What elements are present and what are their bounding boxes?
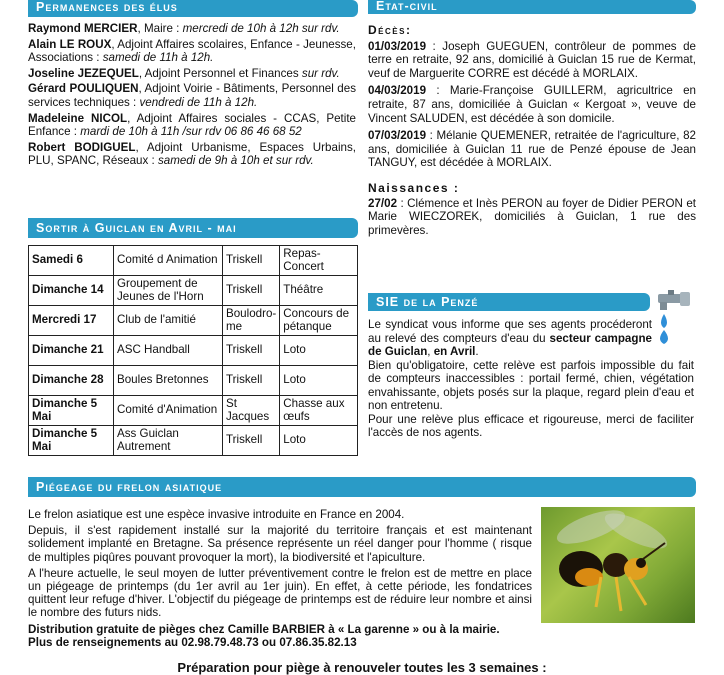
permanences-list — [28, 22, 356, 170]
frelon-preparation: Préparation pour piège à renouveler toutes les 3 semaines : — [177, 660, 547, 675]
naissances-heading: Naissances : — [368, 180, 460, 195]
deces-heading: Décès: — [368, 23, 412, 37]
deces-entry: 07/03/2019 : Mélanie QUEMENER, retraitée de l'agriculture, 82 ans, domiciliée à Guiclan 11 rue de Penzé épouse de Jean TANGUY, est décédée à MORLAIX. — [368, 129, 696, 170]
event-organizer: Comité d'Animation — [114, 396, 223, 426]
etat-civil-title: Etat-civil — [376, 0, 438, 13]
event-type: Loto — [280, 426, 358, 456]
event-place: Triskell — [223, 426, 280, 456]
table-row — [29, 426, 358, 456]
table-row — [29, 366, 358, 396]
event-date: Dimanche 14 — [29, 276, 114, 306]
frelon-title: Piégeage du frelon asiatique — [36, 480, 223, 494]
sie-paragraph: Bien qu'obligatoire, cette relève est parfois impossible du fait de compteurs inaccessibles : portail fermé, chien, végétation envahissante, objets posés sur la plaque, regard plein d'eau et non entretenu. — [368, 358, 694, 412]
event-date: Dimanche 21 — [29, 336, 114, 366]
table-row — [29, 396, 358, 426]
event-place: Triskell — [223, 366, 280, 396]
frelon-header — [28, 477, 696, 497]
event-place: Triskell — [223, 276, 280, 306]
sie-title: SIE de la Penzé — [376, 295, 479, 309]
event-place: Boulodro-me — [223, 306, 280, 336]
permanence-entry: Gérard POULIQUEN, Adjoint Voirie - Bâtiments, Personnel des services techniques : vendredi de 11h à 12h. — [28, 82, 357, 109]
sortir-title: Sortir à Guiclan en Avril - mai — [36, 221, 237, 235]
deces-entry: 01/03/2019 : Joseph GUEGUEN, contrôleur de pommes de terre en retraite, 92 ans, domicilié à Guiclan 15 rue de Kermat, veuf de Marguerite CORRE est décédé à MORLAIX. — [368, 39, 696, 80]
event-organizer: Boules Bretonnes — [114, 366, 223, 396]
deces-entry: 04/03/2019 : Marie-Françoise GUILLERM, agricultrice en retraite, 87 ans, domiciliée à Guiclan « Kergoat », veuve de Vincent SALUDEN, est décédée à son domicile. — [368, 84, 696, 125]
frelon-paragraph: Depuis, il s'est rapidement installé sur la majorité du territoire français et est maintenant solidement implanté en Bretagne. Sa présence représente un réel danger pour l'homme ( risque de multiples piqûres pouvant provoquer la mort), la biodiversité et l'apiculture. — [28, 524, 532, 564]
event-date: Dimanche 28 — [29, 366, 114, 396]
permanence-entry: Raymond MERCIER, Maire : mercredi de 10h à 12h sur rdv. — [28, 22, 340, 35]
event-type: Chasse aux œufs — [280, 396, 358, 426]
event-organizer: ASC Handball — [114, 336, 223, 366]
sie-body — [368, 318, 694, 442]
event-date: Mercredi 17 — [29, 306, 114, 336]
frelon-distribution: Distribution gratuite de pièges chez Camille BARBIER à « La garenne » ou à la mairie. — [28, 622, 500, 636]
frelon-body — [28, 508, 532, 654]
event-type: Loto — [280, 366, 358, 396]
table-row — [29, 336, 358, 366]
frelon-paragraph: A l'heure actuelle, le seul moyen de lutter préventivement contre le frelon est de mettre en place un piégeage de printemps (du 1er avril au 1er juin). En effet, à cette période, les fondatrices quittent leur refuge d'hiver. L'objectif du piégeage de printemps est de réduire leur nombre et ainsi le nombre des futurs nids. — [28, 566, 532, 620]
event-organizer: Club de l'amitié — [114, 306, 223, 336]
events-table — [28, 245, 358, 456]
etat-civil-body — [368, 24, 696, 239]
event-type: Repas-Concert — [280, 246, 358, 276]
event-date: Dimanche 5 Mai — [29, 396, 114, 426]
sie-paragraph: Le syndicat vous informe que ses agents procéderont au relevé des compteurs d'eau du secteur campagne de Guiclan, en Avril. — [368, 318, 652, 358]
frelon-paragraph: Le frelon asiatique est une espèce invasive introduite en France en 2004. — [28, 508, 405, 521]
permanence-entry: Alain LE ROUX, Adjoint Affaires scolaires, Enfance - Jeunesse, Associations : samedi de 11h à 12h. — [28, 37, 356, 65]
naissance-entry: 27/02 : Clémence et Inès PERON au foyer de Didier PERON et Marie WIECZOREK, domiciliés à Guiclan, 1 rue des primevères. — [368, 196, 696, 237]
hornet-photo — [541, 507, 695, 623]
table-row — [29, 246, 358, 276]
event-organizer: Ass Guiclan Autrement — [114, 426, 223, 456]
event-organizer: Groupement de Jeunes de l'Horn — [114, 276, 223, 306]
event-place: St Jacques — [223, 396, 280, 426]
sie-paragraph: Pour une relève plus efficace et rigoureuse, merci de faciliter l'accès de nos agents. — [368, 412, 694, 439]
table-row — [29, 306, 358, 336]
event-place: Triskell — [223, 336, 280, 366]
event-place: Triskell — [223, 246, 280, 276]
event-date: Samedi 6 — [29, 246, 114, 276]
event-type: Concours de pétanque — [280, 306, 358, 336]
etat-civil-header — [368, 0, 696, 14]
event-type: Loto — [280, 336, 358, 366]
frelon-contact: Plus de renseignements au 02.98.79.48.73 ou 07.86.35.82.13 — [28, 635, 357, 649]
event-organizer: Comité d Animation — [114, 246, 223, 276]
permanences-title: Permanences des élus — [36, 0, 178, 14]
permanence-entry: Joseline JEZEQUEL, Adjoint Personnel et Finances sur rdv. — [28, 66, 340, 80]
sortir-header — [28, 218, 358, 238]
table-row — [29, 276, 358, 306]
permanence-entry: Robert BODIGUEL, Adjoint Urbanisme, Espaces Urbains, PLU, SPANC, Réseaux : samedi de 9h à 10h et sur rdv. — [28, 140, 356, 168]
event-date: Dimanche 5 Mai — [29, 426, 114, 456]
event-type: Théâtre — [280, 276, 358, 306]
sie-header — [368, 293, 650, 311]
permanence-entry: Madeleine NICOL, Adjoint Affaires sociales - CCAS, Petite Enfance : mardi de 10h à 11h /sur rdv 06 86 46 68 52 — [28, 111, 356, 139]
permanences-header — [28, 0, 358, 17]
